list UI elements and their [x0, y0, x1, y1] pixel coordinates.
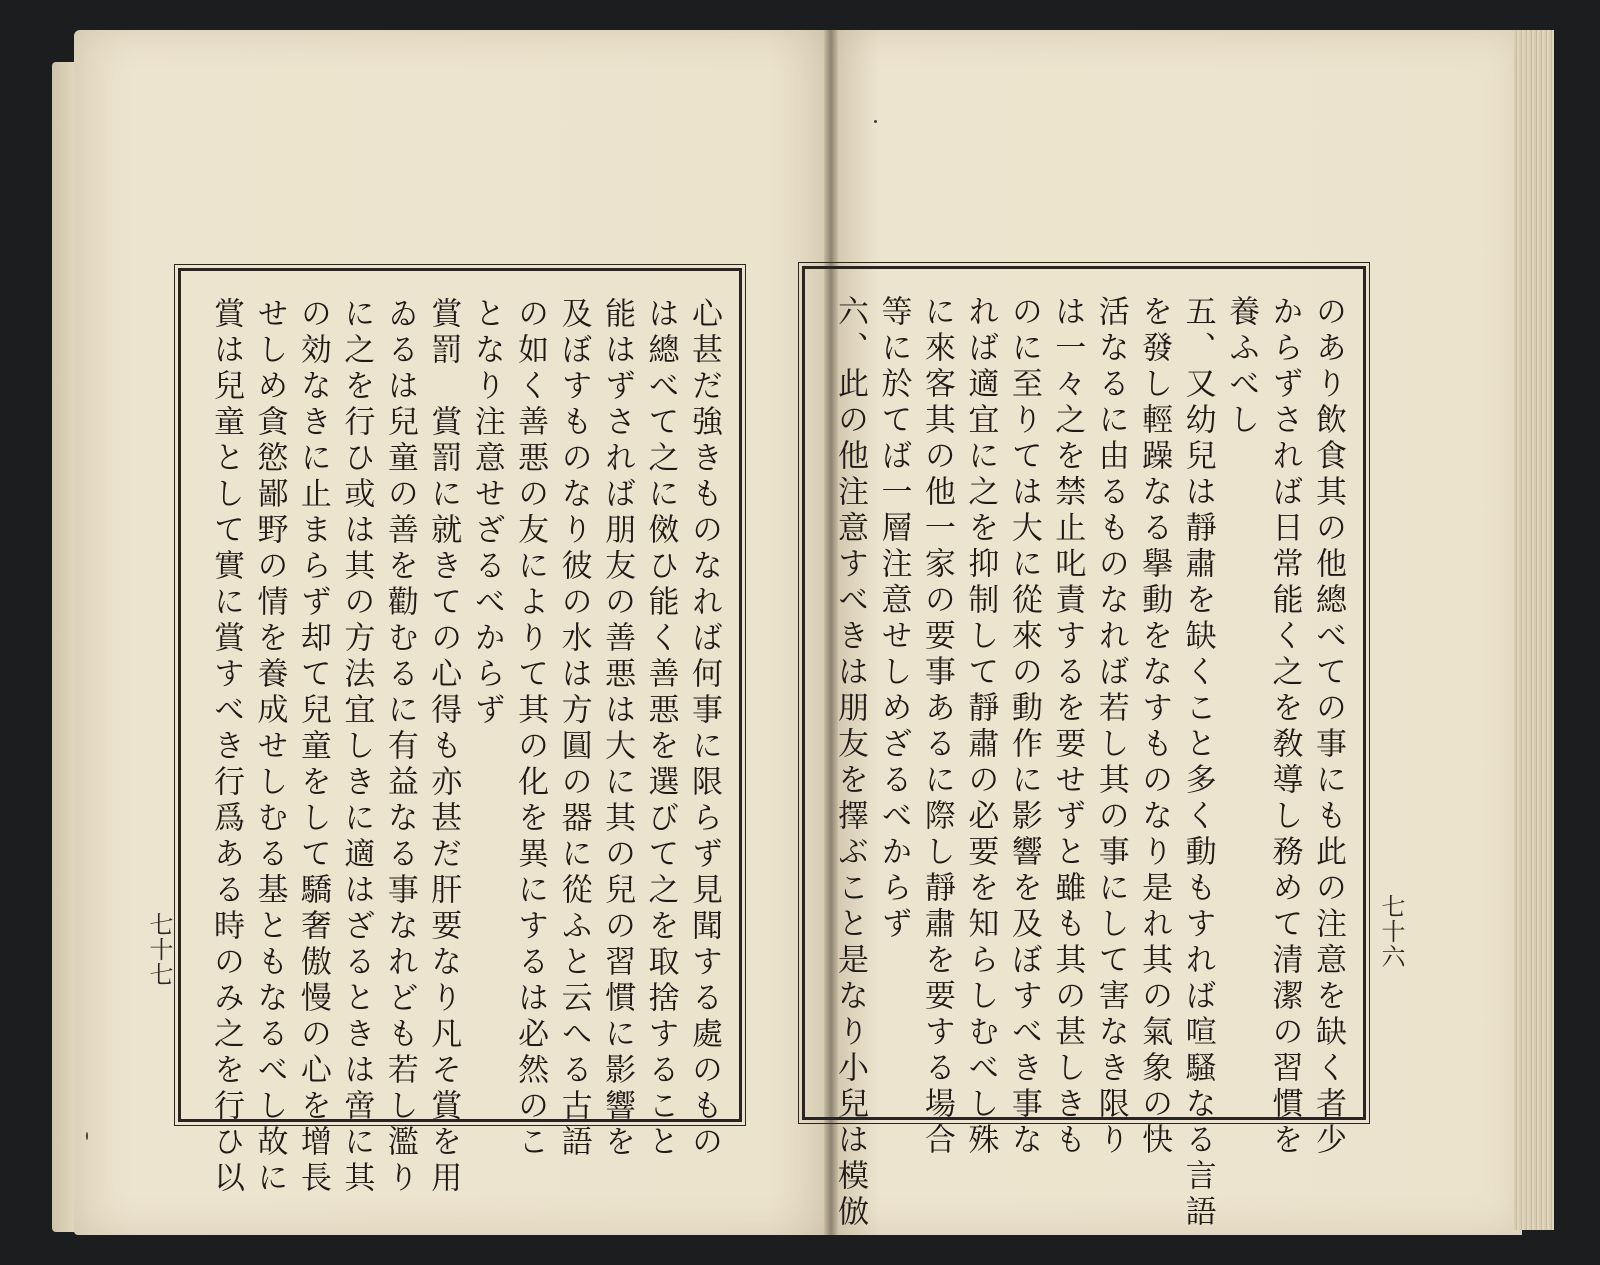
text-column: 賞罰 賞罰に就きての心得も亦甚だ肝要なり凡そ賞を用 [425, 297, 462, 1197]
text-column: 賞は兒童として實に賞すべき行爲ある時のみ之を行ひ以 [208, 297, 244, 1197]
text-column: 五、又幼兒は靜肅を缺くこと多く動もすれば喧騷なる言語 [1179, 295, 1216, 1231]
text-column: を發し輕躁なる擧動をなすものなり是れ其の氣象の快 [1136, 295, 1173, 1159]
text-column: 能はずされば朋友の善悪は大に其の兒の習慣に影響を [599, 297, 636, 1161]
paper-speck [86, 1132, 88, 1140]
left-text-frame [178, 268, 742, 1197]
text-column: は一々之を禁止叱責するを要せずと雖も其の甚しきも [1049, 295, 1086, 1159]
text-column: せしめ貪慾鄙野の情を養成せしむる基ともなるべし故に [251, 297, 288, 1197]
right-page-number: 七十六 [1377, 894, 1405, 969]
text-column: のあり飲食其の他總べての事にも此の注意を缺く者少 [1309, 295, 1346, 1159]
text-column: からずされば日常能く之を敎導し務めて清潔の習慣を [1266, 295, 1303, 1159]
text-column: のに至りては大に從來の動作に影響を及ぼすべき事な [1005, 295, 1042, 1159]
paper-speck [874, 120, 877, 123]
right-text-frame [802, 266, 1366, 1231]
text-column: 心甚だ強きものなれば何事に限らず見聞する處のもの [685, 297, 722, 1161]
text-column: 等に於てば一層注意せしめざるべからず [875, 295, 912, 943]
text-column: れば適宜に之を抑制して靜肅の必要を知らしむべし殊 [962, 295, 999, 1159]
text-column: 養ふべし [1223, 295, 1260, 439]
left-text-block [201, 297, 722, 1197]
text-column: の効なきに止まらず却て兒童をして驕奢傲慢の心を增長 [294, 297, 331, 1197]
text-column: は總べて之に傚ひ能く善悪を選びて之を取捨すること [642, 297, 679, 1161]
text-column: 六、此の他注意すべきは朋友を擇ぶこと是なり小兒は模倣 [832, 295, 868, 1231]
text-column: ゐるは兒童の善を勸むるに有益なる事なれども若し濫り [381, 297, 418, 1197]
text-column: 及ぼすものなり彼の水は方圓の器に從ふと云へる古語 [555, 297, 592, 1161]
right-text-block [825, 295, 1346, 1231]
text-column: となり注意せざるべからず [468, 297, 505, 729]
text-column: に來客其の他一家の要事あるに際し靜肅を要する場合 [918, 295, 955, 1159]
left-page-number: 七十七 [145, 912, 173, 987]
text-column: の如く善悪の友によりて其の化を異にするは必然のこ [512, 297, 549, 1161]
text-column: 活なるに由るものなれば若し其の事にして害なき限り [1092, 295, 1129, 1159]
open-book [38, 22, 1558, 1250]
text-column: に之を行ひ或は其の方法宜しきに適はざるときは啻に其 [338, 297, 375, 1197]
right-page-edges [1514, 30, 1554, 1230]
